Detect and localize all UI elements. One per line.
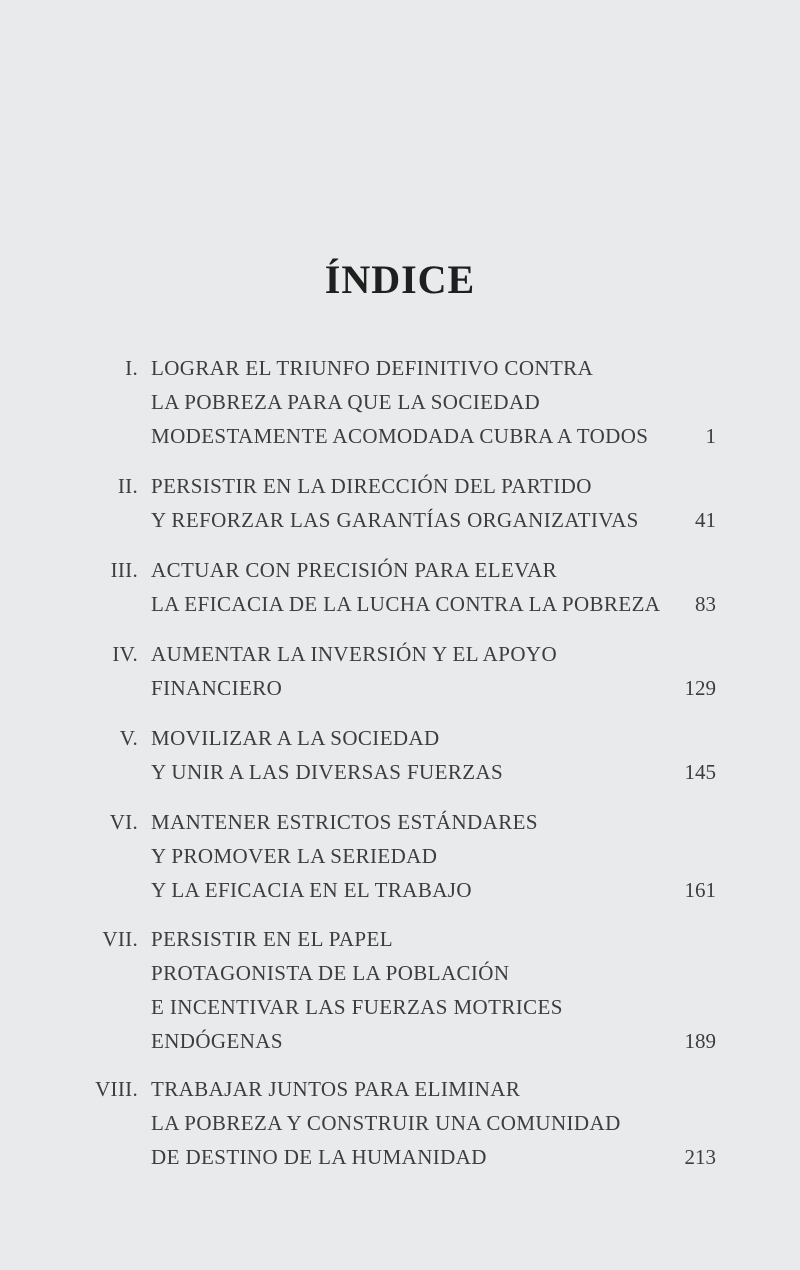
chapter-title	[151, 553, 711, 621]
chapter-title-line: MODESTAMENTE ACOMODADA CUBRA A TODOS	[151, 424, 649, 448]
chapter-title-line: Y PROMOVER LA SERIEDAD	[151, 844, 438, 868]
chapter-title	[151, 922, 711, 1058]
chapter-title-line: DE DESTINO DE LA HUMANIDAD	[151, 1145, 487, 1169]
chapter-title-line: E INCENTIVAR LAS FUERZAS MOTRICES	[151, 995, 563, 1019]
chapter-title	[151, 351, 711, 453]
page-number: 189	[684, 1029, 716, 1053]
chapter-title-line: Y UNIR A LAS DIVERSAS FUERZAS	[151, 760, 504, 784]
chapter-title-line: LA POBREZA Y CONSTRUIR UNA COMUNIDAD	[151, 1111, 621, 1135]
chapter-title-line: Y LA EFICACIA EN EL TRABAJO	[151, 878, 472, 902]
chapter-title-line: MOVILIZAR A LA SOCIEDAD	[151, 726, 440, 750]
page-title: ÍNDICE	[324, 257, 476, 302]
chapter-title	[151, 637, 711, 705]
chapter-numeral: VII.	[102, 927, 138, 951]
page-number: 145	[684, 760, 716, 784]
chapter-numeral: VIII.	[95, 1077, 138, 1101]
chapter-title-line: Y REFORZAR LAS GARANTÍAS ORGANIZATIVAS	[151, 508, 639, 532]
chapter-title-line: ENDÓGENAS	[151, 1029, 283, 1053]
chapter-title-line: PROTAGONISTA DE LA POBLACIÓN	[151, 961, 510, 985]
page-number: 129	[684, 676, 716, 700]
chapter-title-line: LOGRAR EL TRIUNFO DEFINITIVO CONTRA	[151, 356, 594, 380]
chapter-numeral: II.	[117, 474, 138, 498]
page-number: 161	[684, 878, 716, 902]
chapter-title-line: FINANCIERO	[151, 676, 283, 700]
toc-entry	[0, 351, 800, 471]
chapter-numeral: V.	[119, 726, 138, 750]
chapter-title-line: LA POBREZA PARA QUE LA SOCIEDAD	[151, 390, 541, 414]
chapter-numeral: IV.	[112, 642, 138, 666]
page-number: 41	[695, 508, 716, 532]
chapter-title-line: ACTUAR CON PRECISIÓN PARA ELEVAR	[151, 558, 558, 582]
page-number: 83	[695, 592, 716, 616]
chapter-title-line: MANTENER ESTRICTOS ESTÁNDARES	[151, 810, 538, 834]
chapter-title	[151, 721, 711, 789]
toc-entry	[0, 922, 800, 1053]
chapter-title	[151, 805, 711, 907]
toc-entry	[0, 1072, 800, 1192]
chapter-title	[151, 469, 711, 537]
chapter-title-line: LA EFICACIA DE LA LUCHA CONTRA LA POBREZA	[151, 592, 661, 616]
chapter-title-line: AUMENTAR LA INVERSIÓN Y EL APOYO	[151, 642, 558, 666]
page-number: 1	[705, 424, 716, 448]
chapter-title	[151, 1072, 711, 1174]
page-number: 213	[684, 1145, 716, 1169]
chapter-title-line: TRABAJAR JUNTOS PARA ELIMINAR	[151, 1077, 521, 1101]
chapter-title-line: PERSISTIR EN LA DIRECCIÓN DEL PARTIDO	[151, 474, 592, 498]
chapter-title-line: PERSISTIR EN EL PAPEL	[151, 927, 393, 951]
toc-entry	[0, 805, 800, 925]
chapter-numeral: III.	[110, 558, 138, 582]
chapter-numeral: I.	[125, 356, 138, 380]
chapter-numeral: VI.	[109, 810, 138, 834]
